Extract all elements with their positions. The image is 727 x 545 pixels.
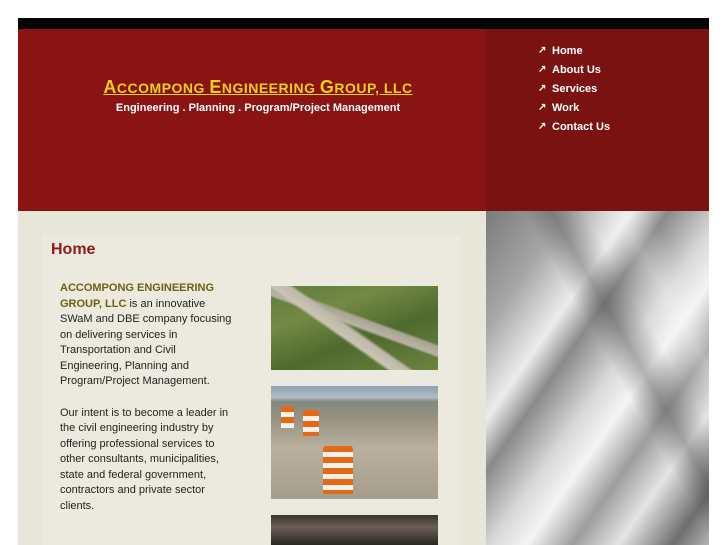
mission-paragraph: Our intent is to become a leader in the civil engineering industry by offering professional services to other consultants, municipalities, state and federal government, contractors and private sector clients. [60, 406, 229, 512]
arrow-icon: ↗ [538, 121, 547, 132]
traffic-barrel [303, 410, 319, 436]
intro-body: is an innovative SWaM and DBE company focusing on delivering services in Transportation and Civil Engineering, Planning and Program/Project Management. [60, 297, 232, 387]
header-banner [18, 29, 486, 211]
intro-paragraph [60, 281, 240, 390]
nav-item-about-us[interactable] [538, 60, 610, 79]
nav-label: About Us [552, 63, 601, 76]
tagline: Engineering . Planning . Program/Project Management [115, 102, 401, 114]
main-nav [538, 41, 610, 136]
traffic-barrel [323, 446, 353, 494]
title-part: NGINEERING [221, 80, 320, 96]
structure-photo [271, 515, 438, 545]
title-initial: E [209, 77, 222, 97]
nav-label: Services [552, 82, 598, 95]
title-initial: A [103, 77, 117, 97]
arrow-icon: ↗ [538, 64, 547, 75]
title-part: ROUP, LLC [334, 80, 413, 96]
light-streak [486, 211, 709, 545]
nav-item-work[interactable] [538, 98, 610, 117]
nav-label: Home [552, 44, 583, 57]
traffic-barrel [281, 406, 294, 428]
top-bar [18, 18, 709, 29]
nav-panel [486, 29, 709, 211]
nav-item-services[interactable] [538, 79, 610, 98]
arrow-icon: ↗ [538, 102, 547, 113]
nav-label: Contact Us [552, 120, 611, 133]
page-title: Home [51, 241, 96, 258]
nav-item-contact-us[interactable] [538, 117, 610, 136]
arrow-icon: ↗ [538, 83, 547, 94]
site-title[interactable] [18, 77, 498, 98]
nav-item-home[interactable] [538, 41, 610, 60]
title-initial: G [319, 77, 335, 97]
title-part: CCOMPONG [116, 80, 210, 96]
arrow-icon: ↗ [538, 45, 547, 56]
intro-text [60, 281, 240, 530]
highway-interchange-photo [271, 286, 438, 370]
company-name: ACCOMPONG ENGINEERING GROUP, LLC [60, 282, 215, 310]
main-content-panel [42, 235, 460, 545]
side-decorative-image [486, 211, 709, 545]
nav-label: Work [552, 101, 580, 114]
construction-site-photo [271, 386, 438, 499]
